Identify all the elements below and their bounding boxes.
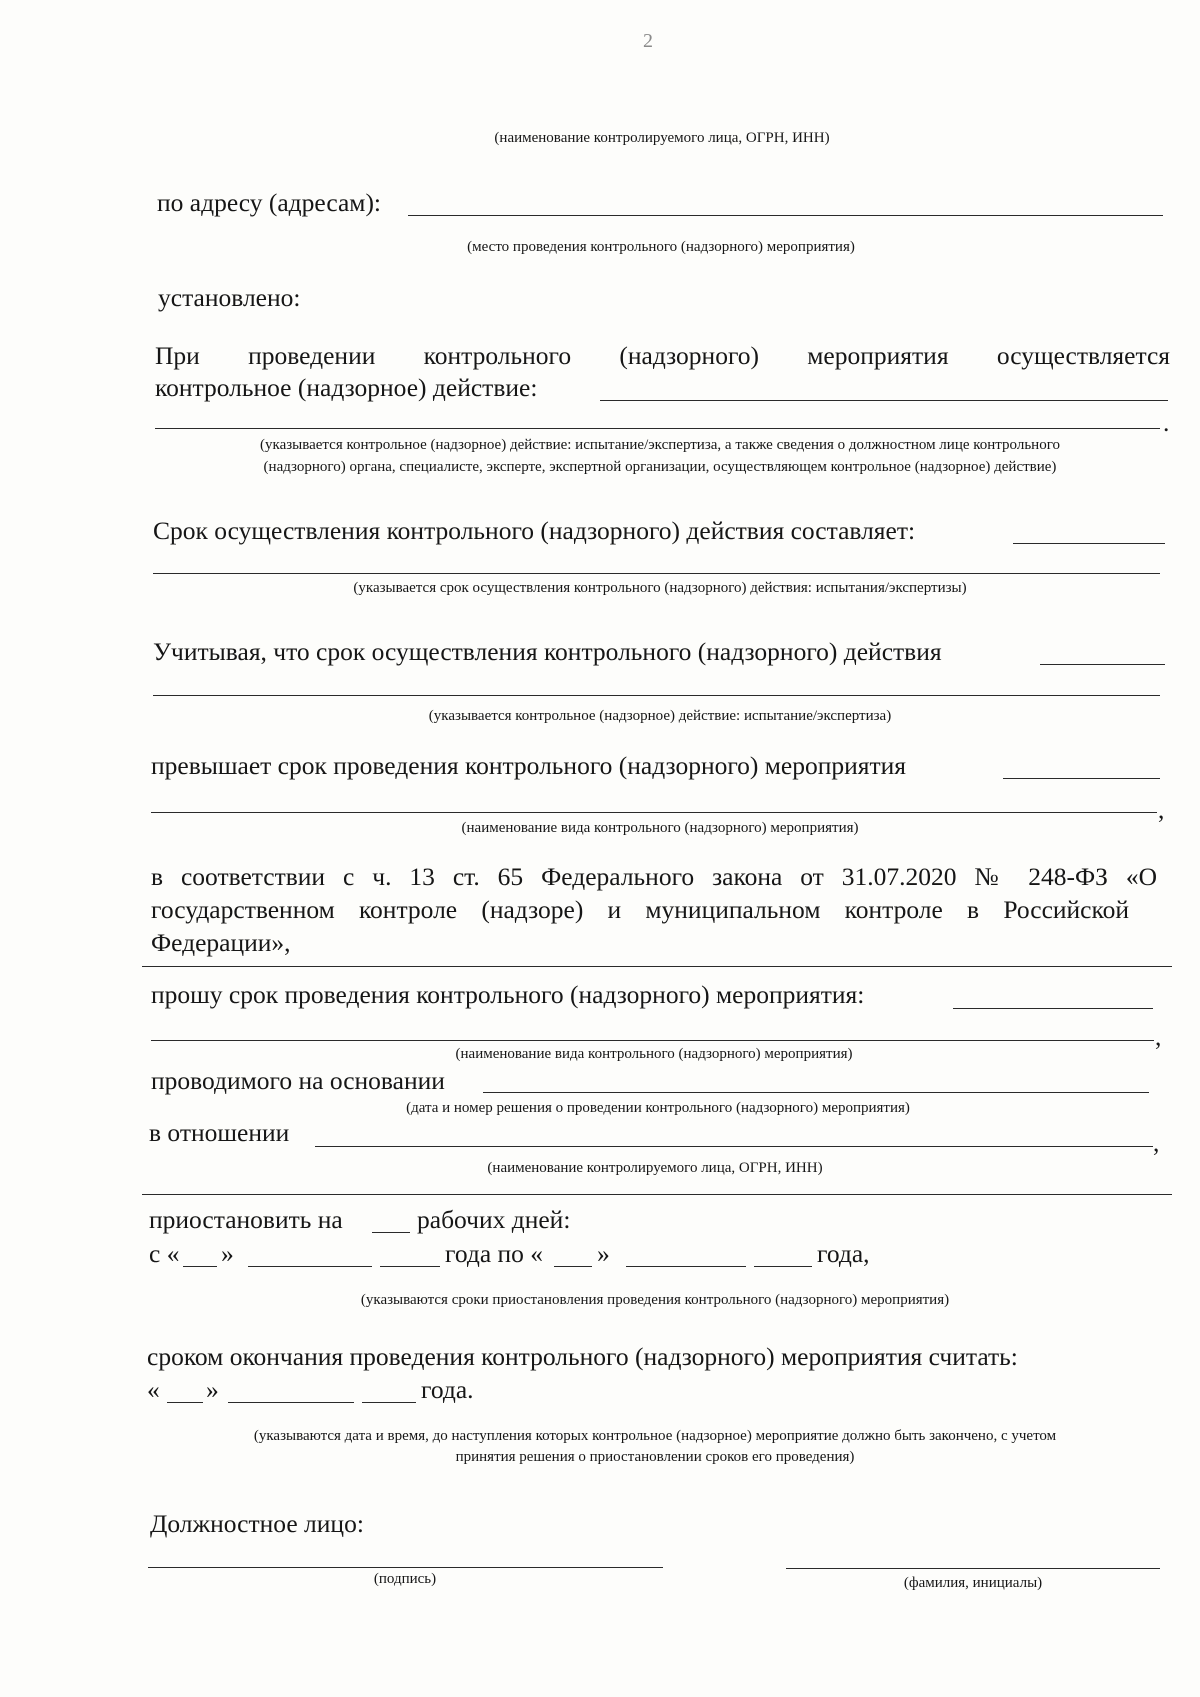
exceeds-field-line1[interactable] <box>1003 778 1160 779</box>
name-field[interactable] <box>786 1568 1160 1569</box>
request-field-line2[interactable] <box>151 1040 1154 1041</box>
year-to-label: года по « <box>445 1239 544 1268</box>
suspend-label: приостановить на <box>149 1205 343 1234</box>
end-year-field[interactable] <box>362 1402 416 1403</box>
to-day-field[interactable] <box>554 1266 592 1267</box>
request-field-line1[interactable] <box>953 1008 1153 1009</box>
comma-mark-3: , <box>1153 1128 1160 1157</box>
end-day-field[interactable] <box>167 1402 203 1403</box>
caption-event-kind-2: (наименование вида контрольного (надзорного) мероприятия) <box>455 1046 853 1062</box>
exceeds-field-line2[interactable] <box>151 812 1157 813</box>
workdays-label: рабочих дней: <box>417 1205 571 1234</box>
caption-signature: (подпись) <box>373 1571 437 1587</box>
end-open-quote: « <box>147 1375 160 1404</box>
regarding-field[interactable] <box>315 1146 1153 1147</box>
considering-label: Учитывая, что срок осуществления контрольного (надзорного) действия <box>153 637 942 666</box>
comma-mark: , <box>1158 795 1165 824</box>
caption-suspension: (указываются сроки приостановления проведения контрольного (надзорного) мероприятия) <box>360 1292 950 1308</box>
address-label: по адресу (адресам): <box>157 188 382 217</box>
action-field-line2[interactable] <box>155 428 1160 429</box>
caption-term: (указывается срок осуществления контрольного (надзорного) действия: испытания/экспертизы) <box>353 580 967 596</box>
established-label: установлено: <box>158 283 301 312</box>
caption-decision: (дата и номер решения о проведении контрольного (надзорного) мероприятия) <box>406 1100 910 1116</box>
from-month-field[interactable] <box>248 1266 372 1267</box>
signature-field[interactable] <box>148 1567 663 1568</box>
from-open-quote: с « <box>149 1239 180 1268</box>
page-number: 2 <box>643 30 653 52</box>
caption-controlled-person-bottom: (наименование контролируемого лица, ОГРН, ИНН) <box>487 1160 823 1176</box>
considering-field-line2[interactable] <box>153 695 1160 696</box>
request-label: прошу срок проведения контрольного (надзорного) мероприятия: <box>151 980 865 1009</box>
caption-end-line1: (указываются дата и время, до наступления которых контрольное (надзорное) мероприятие должно быть закончено, с учетом <box>253 1428 1057 1444</box>
action-paragraph-line1: При проведении контрольного (надзорного) мероприятия осуществляется <box>155 341 1170 370</box>
period-mark: . <box>1163 408 1170 437</box>
caption-event-kind-1: (наименование вида контрольного (надзорного) мероприятия) <box>461 820 859 836</box>
to-close-quote: » <box>597 1239 610 1268</box>
exceeds-label: превышает срок проведения контрольного (надзорного) мероприятия <box>151 751 907 780</box>
comma-mark-2: , <box>1155 1022 1162 1051</box>
term-label: Срок осуществления контрольного (надзорного) действия составляет: <box>153 516 916 545</box>
end-close-quote: » <box>206 1375 219 1404</box>
law-line1: в соответствии с ч. 13 ст. 65 Федерального закона от 31.07.2020 № 248-ФЗ «О <box>151 862 1157 891</box>
regarding-label: в отношении <box>149 1118 290 1147</box>
to-year-field[interactable] <box>754 1266 812 1267</box>
section-divider-2 <box>142 1194 1172 1195</box>
caption-action-line1: (указывается контрольное (надзорное) действие: испытание/экспертиза, а также сведения о должностном лице контрольного <box>260 437 1060 453</box>
section-divider-1 <box>142 966 1172 967</box>
end-month-field[interactable] <box>228 1402 354 1403</box>
caption-place: (место проведения контрольного (надзорного) мероприятия) <box>467 239 855 255</box>
law-line3: Федерации», <box>151 928 291 957</box>
from-year-field[interactable] <box>380 1266 440 1267</box>
year-end-label: года, <box>817 1239 870 1268</box>
considering-field-line1[interactable] <box>1040 664 1165 665</box>
caption-name: (фамилия, инициалы) <box>903 1575 1043 1591</box>
basis-label: проводимого на основании <box>151 1066 445 1095</box>
end-term-label: сроком окончания проведения контрольного (надзорного) мероприятия считать: <box>147 1342 1018 1371</box>
basis-field[interactable] <box>483 1092 1149 1093</box>
term-field-line2[interactable] <box>153 573 1160 574</box>
to-month-field[interactable] <box>626 1266 746 1267</box>
year-dot-label: года. <box>421 1375 474 1404</box>
caption-considering: (указывается контрольное (надзорное) действие: испытание/экспертиза) <box>428 708 892 724</box>
from-day-field[interactable] <box>183 1266 217 1267</box>
address-field[interactable] <box>408 215 1163 216</box>
action-paragraph-line2: контрольное (надзорное) действие: <box>155 373 538 402</box>
law-line2: государственном контроле (надзоре) и муниципальном контроле в Российской <box>151 895 1129 924</box>
caption-action-line2: (надзорного) органа, специалисте, эксперте, экспертной организации, осуществляющем контрольное (надзорное) действие) <box>263 459 1057 475</box>
action-field-line1[interactable] <box>600 400 1168 401</box>
term-field-line1[interactable] <box>1013 543 1165 544</box>
caption-end-line2: принятия решения о приостановлении сроков его проведения) <box>455 1449 855 1465</box>
official-label: Должностное лицо: <box>150 1509 364 1538</box>
workdays-field[interactable] <box>372 1232 410 1233</box>
caption-controlled-person-top: (наименование контролируемого лица, ОГРН, ИНН) <box>494 130 830 146</box>
from-close-quote: » <box>221 1239 234 1268</box>
